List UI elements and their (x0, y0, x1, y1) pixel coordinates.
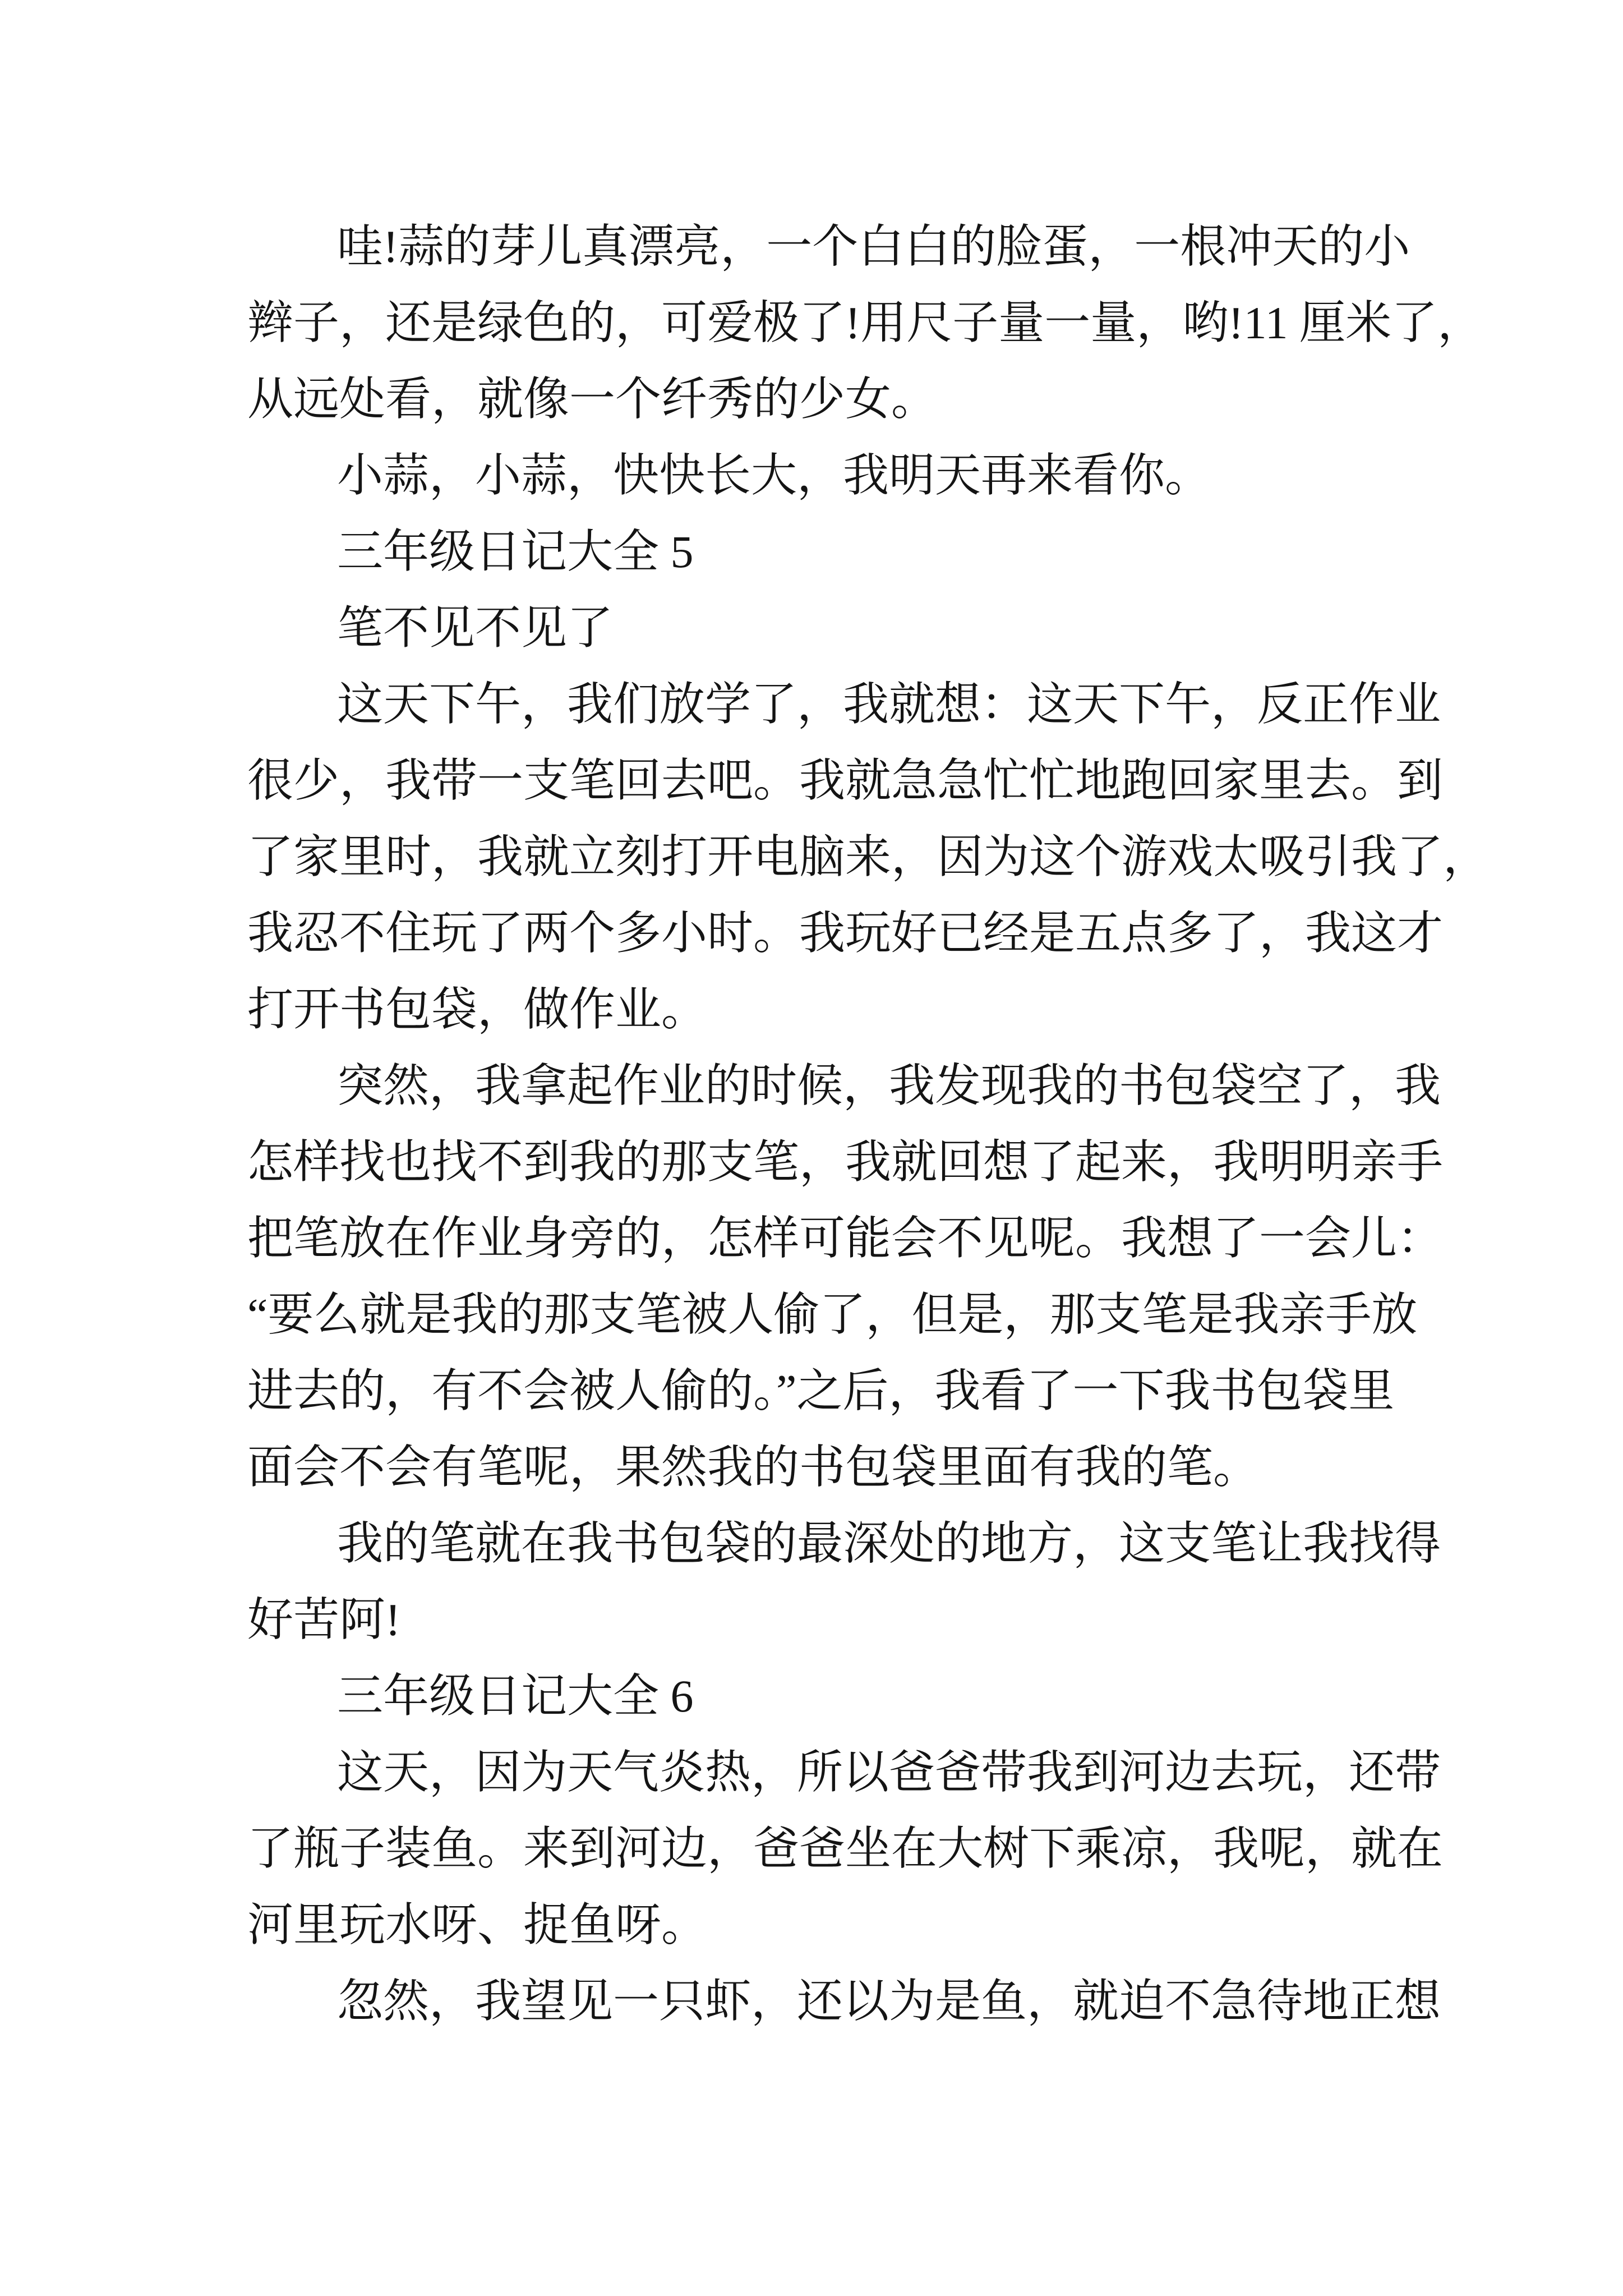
text-line: 了家里时，我就立刻打开电脑来，因为这个游戏太吸引我了， (247, 831, 1490, 882)
text-line: 这天，因为天气炎热，所以爸爸带我到河边去玩，还带 (337, 1747, 1441, 1798)
text-line: 哇!蒜的芽儿真漂亮，一个白白的脸蛋，一根冲天的小 (337, 221, 1410, 272)
section-title: 三年级日记大全 6 (337, 1671, 694, 1722)
text-line: 河里玩水呀、捉鱼呀。 (247, 1899, 708, 1950)
text-line: 怎样找也找不到我的那支笔，我就回想了起来，我明明亲手 (247, 1137, 1444, 1188)
text-line: 这天下午，我们放学了，我就想：这天下午，反正作业 (337, 679, 1441, 730)
text-line: 我的笔就在我书包袋的最深处的地方，这支笔让我找得 (337, 1518, 1441, 1569)
text-line: 辫子，还是绿色的，可爱极了!用尺子量一量，哟!11 厘米了， (247, 297, 1484, 348)
document-text-block (247, 209, 1490, 2040)
text-line: 从远处看，就像一个纤秀的少女。 (247, 374, 938, 425)
text-line: 很少，我带一支笔回去吧。我就急急忙忙地跑回家里去。到 (247, 755, 1444, 806)
entry-title: 笔不见不见了 (337, 602, 614, 654)
text-line: 了瓶子装鱼。来到河边，爸爸坐在大树下乘凉，我呢，就在 (247, 1823, 1444, 1874)
text-line: 进去的，有不会被人偷的。”之后，我看了一下我书包袋里 (247, 1365, 1395, 1416)
text-line: 把笔放在作业身旁的，怎样可能会不见呢。我想了一会儿： (247, 1213, 1444, 1264)
text-line: 我忍不住玩了两个多小时。我玩好已经是五点多了，我这才 (247, 908, 1444, 959)
text-line: 打开书包袋，做作业。 (247, 984, 708, 1035)
text-line: 突然，我拿起作业的时候，我发现我的书包袋空了，我 (337, 1060, 1441, 1111)
text-line: 好苦阿! (247, 1594, 401, 1645)
text-line: 小蒜，小蒜，快快长大，我明天再来看你。 (337, 450, 1211, 501)
section-title: 三年级日记大全 5 (337, 526, 694, 577)
text-line: 面会不会有笔呢，果然我的书包袋里面有我的笔。 (247, 1442, 1260, 1493)
text-line: “要么就是我的那支笔被人偷了，但是，那支笔是我亲手放 (247, 1289, 1418, 1340)
text-line: 忽然，我望见一只虾，还以为是鱼，就迫不急待地正想 (337, 1976, 1441, 2027)
